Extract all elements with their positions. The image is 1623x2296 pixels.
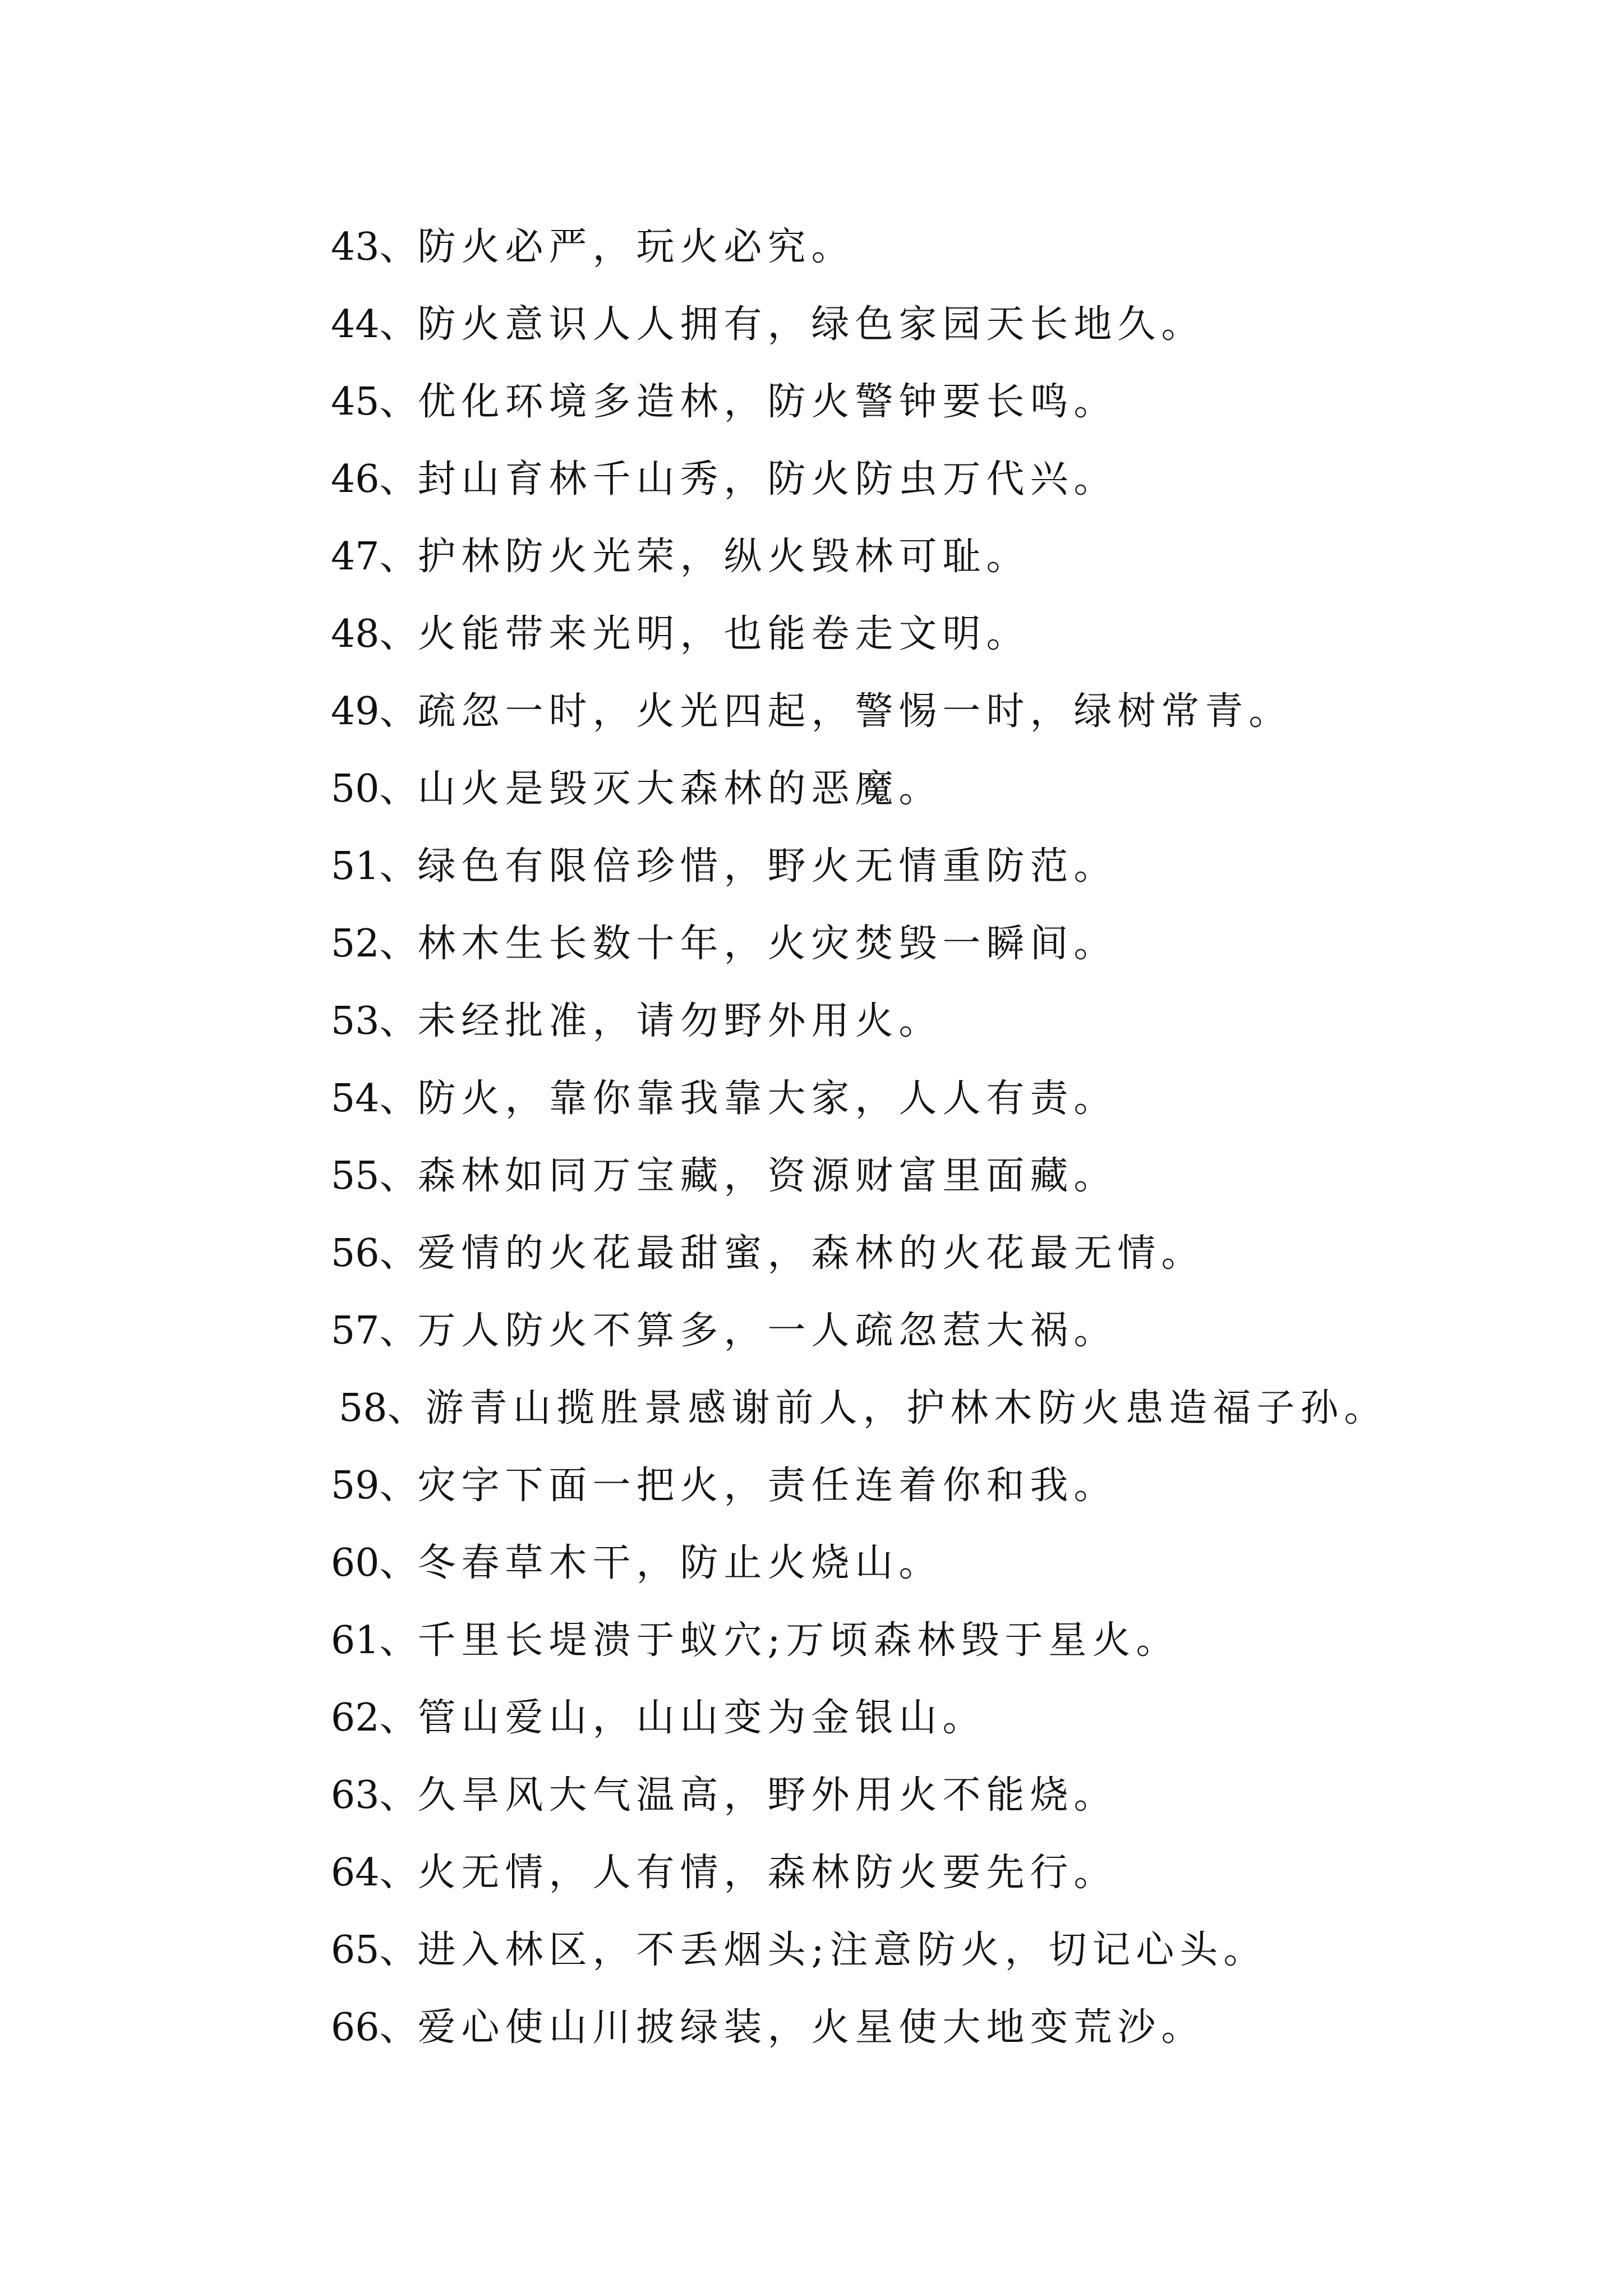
list-item xyxy=(331,673,1593,751)
list-item xyxy=(331,209,1593,286)
item-text: 千里长堤溃于蚁穴;万顷森林毁于星火。 xyxy=(417,1618,1180,1663)
list-item xyxy=(331,983,1593,1060)
item-text: 封山育林千山秀，防火防虫万代兴。 xyxy=(417,457,1118,501)
item-number: 49、 xyxy=(331,689,418,734)
item-text: 防火必严，玩火必究。 xyxy=(417,225,855,269)
item-text: 久旱风大气温高，野外用火不能烧。 xyxy=(417,1773,1118,1818)
list-item xyxy=(331,1757,1593,1834)
item-number: 47、 xyxy=(331,535,418,579)
list-item xyxy=(331,1370,1593,1447)
item-number: 53、 xyxy=(331,999,418,1043)
item-text: 防火，靠你靠我靠大家，人人有责。 xyxy=(417,1076,1118,1121)
item-text: 护林防火光荣，纵火毁林可耻。 xyxy=(417,535,1030,579)
item-number: 64、 xyxy=(331,1851,418,1895)
list-item xyxy=(331,1060,1593,1138)
item-number: 58、 xyxy=(339,1386,426,1430)
item-number: 61、 xyxy=(331,1618,418,1663)
item-text: 火无情，人有情，森林防火要先行。 xyxy=(417,1851,1118,1895)
item-number: 66、 xyxy=(331,2005,418,2050)
item-text: 未经批准，请勿野外用火。 xyxy=(417,999,943,1043)
list-item xyxy=(331,1447,1593,1525)
item-number: 59、 xyxy=(331,1464,418,1508)
item-number: 43、 xyxy=(331,225,418,269)
item-number: 62、 xyxy=(331,1696,418,1740)
item-number: 55、 xyxy=(331,1154,418,1198)
slogan-list xyxy=(331,209,1593,2067)
item-number: 50、 xyxy=(331,767,418,811)
item-text: 火能带来光明，也能卷走文明。 xyxy=(417,612,1030,656)
list-item xyxy=(331,905,1593,983)
list-item xyxy=(331,828,1593,905)
item-text: 林木生长数十年，火灾焚毁一瞬间。 xyxy=(417,922,1118,966)
item-text: 爱情的火花最甜蜜，森林的火花最无情。 xyxy=(417,1231,1205,1276)
item-text: 管山爱山，山山变为金银山。 xyxy=(417,1696,986,1740)
item-text: 优化环境多造林，防火警钟要长鸣。 xyxy=(417,380,1118,424)
item-number: 57、 xyxy=(331,1309,418,1353)
item-number: 44、 xyxy=(331,302,418,347)
list-item xyxy=(331,441,1593,518)
item-number: 56、 xyxy=(331,1231,418,1276)
list-item xyxy=(331,518,1593,596)
item-number: 63、 xyxy=(331,1773,418,1818)
list-item xyxy=(331,1680,1593,1757)
item-text: 疏忽一时，火光四起，警惕一时，绿树常青。 xyxy=(417,689,1293,734)
list-item xyxy=(331,1215,1593,1292)
list-item xyxy=(331,1912,1593,1989)
item-text: 爱心使山川披绿装，火星使大地变荒沙。 xyxy=(417,2005,1205,2050)
list-item xyxy=(331,596,1593,673)
list-item xyxy=(331,1525,1593,1602)
item-number: 60、 xyxy=(331,1541,418,1585)
item-text: 冬春草木干，防止火烧山。 xyxy=(417,1541,943,1585)
item-text: 游青山揽胜景感谢前人，护林木防火患造福子孙。 xyxy=(425,1386,1388,1430)
item-text: 灾字下面一把火，责任连着你和我。 xyxy=(417,1464,1118,1508)
list-item xyxy=(331,1138,1593,1215)
item-number: 54、 xyxy=(331,1076,418,1121)
item-text: 森林如同万宝藏，资源财富里面藏。 xyxy=(417,1154,1118,1198)
item-number: 52、 xyxy=(331,922,418,966)
list-item xyxy=(331,1834,1593,1912)
list-item xyxy=(331,364,1593,441)
item-number: 48、 xyxy=(331,612,418,656)
item-text: 绿色有限倍珍惜，野火无情重防范。 xyxy=(417,844,1118,889)
item-number: 45、 xyxy=(331,380,418,424)
list-item xyxy=(331,751,1593,828)
item-text: 防火意识人人拥有，绿色家园天长地久。 xyxy=(417,302,1205,347)
item-number: 51、 xyxy=(331,844,418,889)
list-item xyxy=(331,286,1593,364)
item-text: 山火是毁灭大森林的恶魔。 xyxy=(417,767,943,811)
item-text: 进入林区，不丢烟头;注意防火，切记心头。 xyxy=(417,1928,1267,1972)
list-item xyxy=(331,1989,1593,2067)
item-number: 65、 xyxy=(331,1928,418,1972)
list-item xyxy=(331,1292,1593,1370)
list-item xyxy=(331,1602,1593,1680)
item-text: 万人防火不算多，一人疏忽惹大祸。 xyxy=(417,1309,1118,1353)
item-number: 46、 xyxy=(331,457,418,501)
